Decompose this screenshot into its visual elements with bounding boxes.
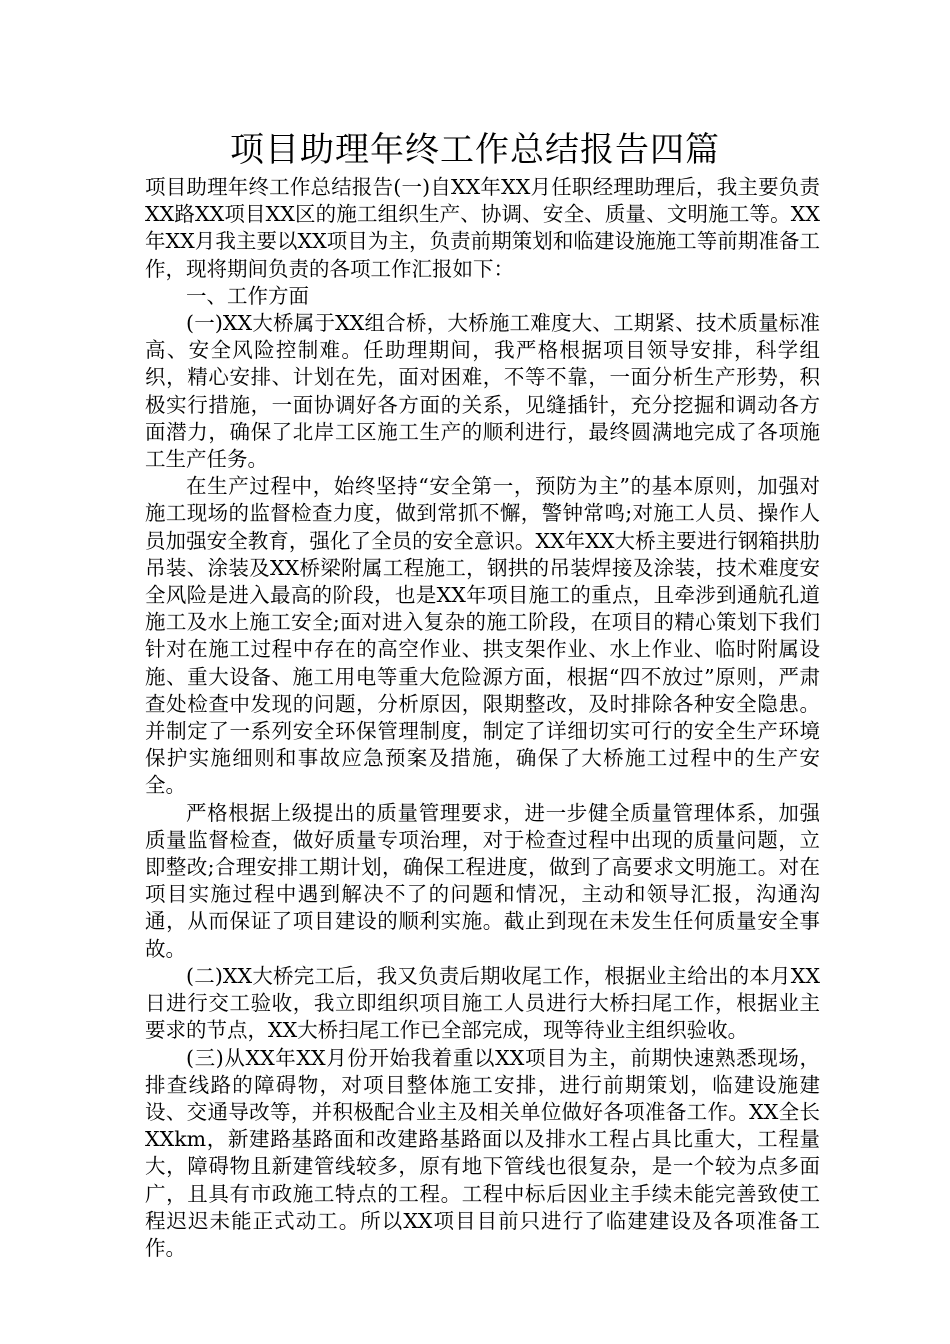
body-paragraph: (三)从XX年XX月份开始我着重以XX项目为主，前期快速熟悉现场，排查线路的障碍物，对项目整体施工安排，进行前期策划，临建设施建设、交通导改等，并积极配合业主及相关单位做好各项准备工作。XX全长XXkm，新建路基路面和改建路基路面以及排水工程占具比重大，工程量大，障碍物且新建管线较多，原有地下管线也很复杂，是一个较为点多面广，且具有市政施工特点的工程。工程中标后因业主手续未能完善致使工程迟迟未能正式动工。所以XX项目目前只进行了临建建设及各项准备工作。 (145, 1045, 820, 1260)
section-heading-work: 一、工作方面 (186, 283, 309, 308)
document-body (145, 174, 820, 1262)
body-paragraph: (二)XX大桥完工后，我又负责后期收尾工作，根据业主给出的本月XX日进行交工验收，我立即组织项目施工人员进行大桥扫尾工作，根据业主要求的节点，XX大桥扫尾工作已全部完成，现等待业主组织验收。 (145, 963, 820, 1043)
document-title: 项目助理年终工作总结报告四篇 (230, 130, 720, 170)
body-paragraph: (一)XX大桥属于XX组合桥，大桥施工难度大、工期紧、技术质量标准高、安全风险控制难。任助理期间，我严格根据项目领导安排，科学组织，精心安排、计划在先，面对困难，不等不靠，一面分析生产形势，积极实行措施，一面协调好各方面的关系，见缝插针，充分挖掘和调动各方面潜力，确保了北岸工区施工生产的顺利进行，最终圆满地完成了各项施工生产任务。 (145, 311, 820, 472)
body-paragraph: 严格根据上级提出的质量管理要求，进一步健全质量管理体系，加强质量监督检查，做好质量专项治理，对于检查过程中出现的质量问题，立即整改;合理安排工期计划，确保工程进度，做到了高要求文明施工。对在项目实施过程中遇到解决不了的问题和情况，主动和领导汇报，沟通沟通，从而保证了项目建设的顺利实施。截止到现在未发生任何质量安全事故。 (145, 800, 820, 961)
intro-paragraph: 项目助理年终工作总结报告(一)自XX年XX月任职经理助理后，我主要负责XX路XX项目XX区的施工组织生产、协调、安全、质量、文明施工等。XX年XX月我主要以XX项目为主，负责前期策划和临建设施施工等前期准备工作，现将期间负责的各项工作汇报如下： (145, 175, 820, 281)
body-paragraph: 在生产过程中，始终坚持“安全第一，预防为主”的基本原则，加强对施工现场的监督检查力度，做到常抓不懈，警钟常鸣;对施工人员、操作人员加强安全教育，强化了全员的安全意识。XX年XX大桥主要进行钢箱拱肋吊装、涂装及XX桥梁附属工程施工，钢拱的吊装焊接及涂装，技术难度安全风险是进入最高的阶段，也是XX年项目施工的重点，且牵涉到通航孔道施工及水上施工安全;面对进入复杂的施工阶段，在项目的精心策划下我们针对在施工过程中存在的高空作业、拱支架作业、水上作业、临时附属设施、重大设备、施工用电等重大危险源方面，根据“四不放过”原则，严肃查处检查中发现的问题，分析原因，限期整改，及时排除各种安全隐患。并制定了一系列安全环保管理制度，制定了详细切实可行的安全生产环境保护实施细则和事故应急预案及措施，确保了大桥施工过程中的生产安全。 (145, 474, 820, 798)
